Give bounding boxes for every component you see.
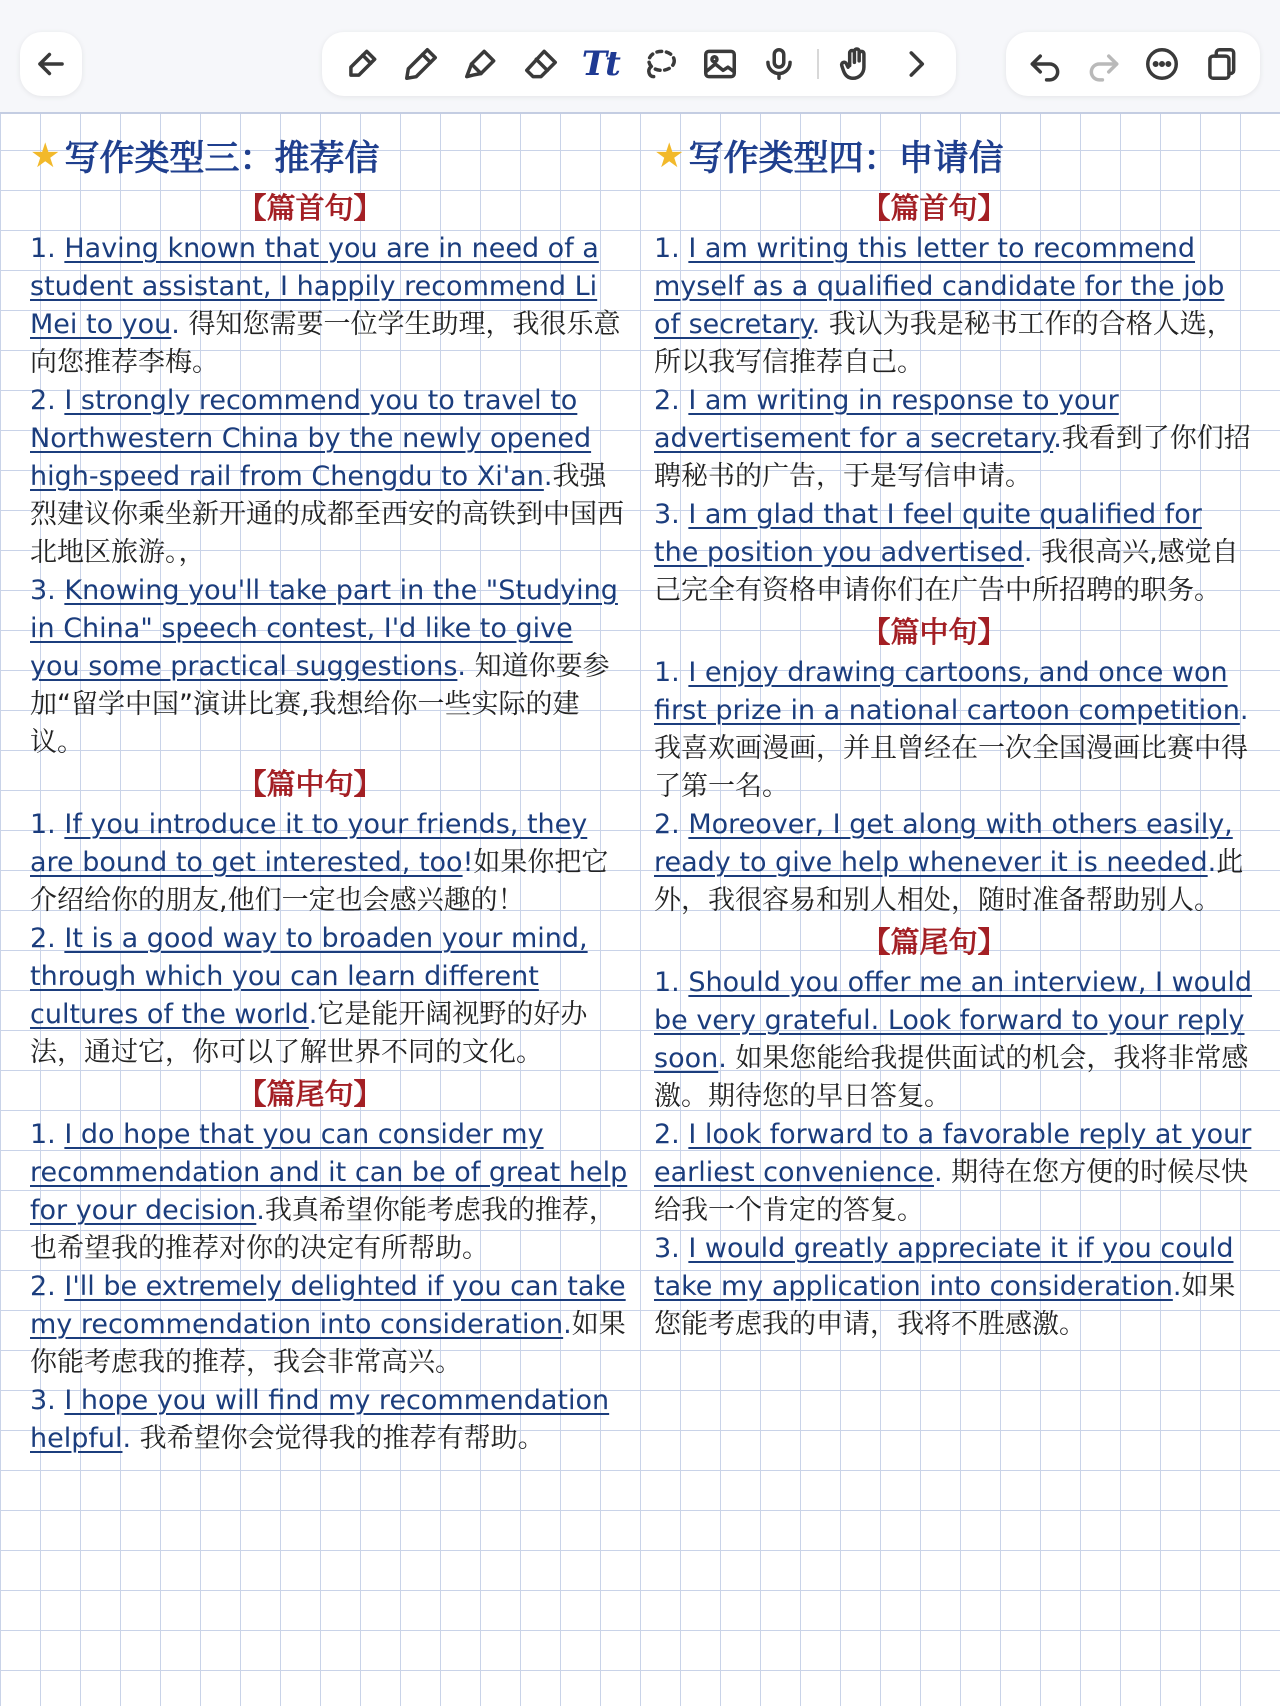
microphone-icon[interactable] bbox=[757, 42, 801, 86]
sentence-item bbox=[30, 806, 630, 920]
recommendation-letter-column bbox=[30, 126, 630, 1458]
english-text: Should you offer me an interview, I would be very grateful. Look forward to your reply soon bbox=[654, 967, 1252, 1074]
item-number: 1. bbox=[654, 233, 680, 264]
more-icon[interactable] bbox=[1140, 42, 1184, 86]
sentence-punctuation: . bbox=[718, 1043, 727, 1074]
pencil-icon[interactable] bbox=[399, 42, 443, 86]
english-sentence bbox=[654, 809, 1233, 878]
chinese-translation: 此外，我很容易和别人相处，随时准备帮助别人。 bbox=[654, 847, 1244, 916]
english-text: It is a good way to broaden your mind, through which you can learn different cultures of the world bbox=[30, 923, 588, 1030]
sentence-item bbox=[30, 1268, 630, 1382]
sentence-punctuation: . bbox=[1023, 537, 1033, 568]
english-text: I strongly recommend you to travel to Northwestern China by the newly opened high-speed rail from Chengdu to Xi'an bbox=[30, 385, 592, 492]
arrow-left-icon bbox=[29, 42, 73, 86]
english-text: I do hope that you can consider my recommendation and it can be of great help for your decision bbox=[30, 1119, 628, 1226]
sentence-punctuation: . bbox=[1239, 695, 1249, 726]
item-number: 2. bbox=[654, 1119, 680, 1150]
chinese-translation: 如果您能给我提供面试的机会，我将非常感激。期待您的早日答复。 bbox=[654, 1043, 1249, 1112]
section-heading: 【篇首句】 bbox=[861, 191, 1007, 225]
chinese-translation: 如果你把它介绍给你的朋友,他们一定也会感兴趣的！ bbox=[30, 847, 609, 916]
sentence-punctuation: . bbox=[256, 1195, 265, 1226]
chinese-translation: 我喜欢画漫画，并且曾经在一次全国漫画比赛中得了第一名。 bbox=[654, 733, 1248, 802]
item-number: 1. bbox=[654, 657, 680, 688]
item-number: 2. bbox=[30, 385, 56, 416]
english-text: Knowing you'll take part in the "Studying in China" speech contest, I'd like to give you some practical suggestions bbox=[30, 575, 618, 682]
sentence-punctuation: . bbox=[171, 309, 180, 340]
chinese-translation: 知道你要参加“留学中国”演讲比赛,我想给你一些实际的建议。 bbox=[30, 651, 610, 758]
sentence-punctuation: . bbox=[122, 1423, 132, 1454]
chevron-right-icon[interactable] bbox=[894, 42, 938, 86]
sentence-punctuation: . bbox=[1053, 423, 1062, 454]
text-tool-icon[interactable]: Tt bbox=[581, 44, 619, 84]
chinese-translation: 它是能开阔视野的好办法，通过它，你可以了解世界不同的文化。 bbox=[30, 999, 588, 1068]
sentence-item bbox=[30, 382, 630, 572]
english-text: I would greatly appreciate it if you could take my application into consideration bbox=[654, 1233, 1234, 1302]
lasso-icon[interactable] bbox=[638, 42, 682, 86]
item-number: 2. bbox=[30, 923, 56, 954]
sentence-item bbox=[654, 806, 1254, 920]
sentence-punctuation: . bbox=[308, 999, 318, 1030]
sentence-punctuation: ! bbox=[462, 847, 474, 878]
section-heading: 【篇中句】 bbox=[861, 615, 1007, 649]
english-sentence bbox=[30, 1271, 626, 1340]
sentence-punctuation: . bbox=[933, 1157, 943, 1188]
item-number: 2. bbox=[654, 385, 680, 416]
section-list bbox=[654, 186, 1254, 1344]
title-text: 写作类型四：申请信 bbox=[688, 139, 1004, 179]
chinese-translation: 我认为我是秘书工作的合格人选，所以我写信推荐自己。 bbox=[654, 309, 1234, 378]
english-text: I am writing this letter to recommend myself as a qualified candidate for the job of secretary bbox=[654, 233, 1225, 340]
section-title bbox=[30, 126, 630, 186]
english-text: I look forward to a favorable reply at your earliest convenience bbox=[654, 1119, 1252, 1188]
item-number: 1. bbox=[30, 233, 56, 264]
application-letter-column bbox=[654, 126, 1254, 1344]
sentence-item bbox=[654, 1116, 1254, 1230]
redo-icon[interactable] bbox=[1082, 42, 1126, 86]
pages-icon[interactable] bbox=[1199, 42, 1243, 86]
sentence-item bbox=[30, 1382, 630, 1458]
english-text: I enjoy drawing cartoons, and once won first prize in a national cartoon competition bbox=[654, 657, 1240, 726]
sentence-item bbox=[654, 496, 1254, 610]
chinese-translation: 如果你能考虑我的推荐，我会非常高兴。 bbox=[30, 1309, 626, 1378]
sentence-punctuation: . bbox=[563, 1309, 572, 1340]
english-text: I am writing in response to your advertisement for a secretary bbox=[654, 385, 1119, 454]
sentence-item bbox=[30, 230, 630, 382]
sentence-item bbox=[30, 1116, 630, 1268]
section-heading: 【篇中句】 bbox=[237, 767, 383, 801]
item-number: 2. bbox=[654, 809, 680, 840]
english-sentence bbox=[654, 657, 1248, 726]
english-text: I am glad that I feel quite qualified for the position you advertised bbox=[654, 499, 1202, 568]
highlighter-icon[interactable] bbox=[459, 42, 503, 86]
item-number: 2. bbox=[30, 1271, 56, 1302]
note-toolbar bbox=[0, 0, 1280, 114]
back-button[interactable] bbox=[20, 32, 82, 96]
section-heading: 【篇首句】 bbox=[237, 191, 383, 225]
item-number: 3. bbox=[654, 1233, 680, 1264]
chinese-translation: 得知您需要一位学生助理，我很乐意向您推荐李梅。 bbox=[30, 309, 621, 378]
drawing-tools bbox=[322, 32, 956, 96]
english-sentence bbox=[30, 385, 591, 492]
section-heading: 【篇尾句】 bbox=[237, 1077, 383, 1111]
english-text: I'll be extremely delighted if you can take my recommendation into consideration bbox=[30, 1271, 626, 1340]
image-icon[interactable] bbox=[698, 42, 742, 86]
section-title bbox=[654, 126, 1254, 186]
sentence-punctuation: . bbox=[457, 651, 466, 682]
sentence-item bbox=[654, 964, 1254, 1116]
hand-icon[interactable] bbox=[834, 42, 878, 86]
sentence-item bbox=[654, 654, 1254, 806]
sentence-punctuation: . bbox=[543, 461, 553, 492]
section-list bbox=[30, 186, 630, 1458]
item-number: 1. bbox=[30, 809, 56, 840]
item-number: 3. bbox=[30, 575, 56, 606]
sentence-punctuation: . bbox=[1172, 1271, 1182, 1302]
english-text: Having known that you are in need of a student assistant, I happily recommend Li Mei to you bbox=[30, 233, 599, 340]
sentence-item bbox=[30, 572, 630, 762]
item-number: 3. bbox=[654, 499, 680, 530]
english-sentence bbox=[654, 385, 1119, 454]
english-sentence bbox=[654, 1233, 1233, 1302]
chinese-translation: 我真希望你能考虑我的推荐，也希望我的推荐对你的决定有所帮助。 bbox=[30, 1195, 616, 1264]
chinese-translation: 期待在您方便的时候尽快给我一个肯定的答复。 bbox=[654, 1157, 1249, 1226]
eraser-icon[interactable] bbox=[519, 42, 563, 86]
chinese-translation: 如果您能考虑我的申请，我将不胜感激。 bbox=[654, 1271, 1236, 1340]
undo-icon[interactable] bbox=[1023, 42, 1067, 86]
toolbar-divider bbox=[817, 49, 819, 79]
chinese-translation: 我希望你会觉得我的推荐有帮助。 bbox=[131, 1423, 545, 1454]
sentence-item bbox=[654, 1230, 1254, 1344]
chinese-translation: 我很高兴,感觉自己完全有资格申请你们在广告中所招聘的职务。 bbox=[654, 537, 1239, 606]
item-number: 1. bbox=[30, 1119, 56, 1150]
document-actions bbox=[1006, 32, 1260, 96]
english-text: I hope you will find my recommendation helpful bbox=[30, 1385, 610, 1454]
pen-icon[interactable] bbox=[340, 42, 384, 86]
star-icon: ★ bbox=[30, 136, 61, 176]
item-number: 3. bbox=[30, 1385, 56, 1416]
sentence-punctuation: . bbox=[1207, 847, 1217, 878]
english-text: If you introduce it to your friends, they are bound to get interested, too bbox=[30, 809, 588, 878]
star-icon: ★ bbox=[654, 136, 685, 176]
sentence-item bbox=[654, 230, 1254, 382]
section-heading: 【篇尾句】 bbox=[861, 925, 1007, 959]
title-text: 写作类型三：推荐信 bbox=[64, 139, 380, 179]
sentence-item bbox=[30, 920, 630, 1072]
sentence-punctuation: . bbox=[811, 309, 821, 340]
english-text: Moreover, I get along with others easily, ready to give help whenever it is needed bbox=[654, 809, 1233, 878]
sentence-item bbox=[654, 382, 1254, 496]
chinese-translation: 我强烈建议你乘坐新开通的成都至西安的高铁到中国西北地区旅游。， bbox=[30, 461, 624, 568]
chinese-translation: 我看到了你们招聘秘书的广告，于是写信申请。 bbox=[654, 423, 1251, 492]
item-number: 1. bbox=[654, 967, 680, 998]
